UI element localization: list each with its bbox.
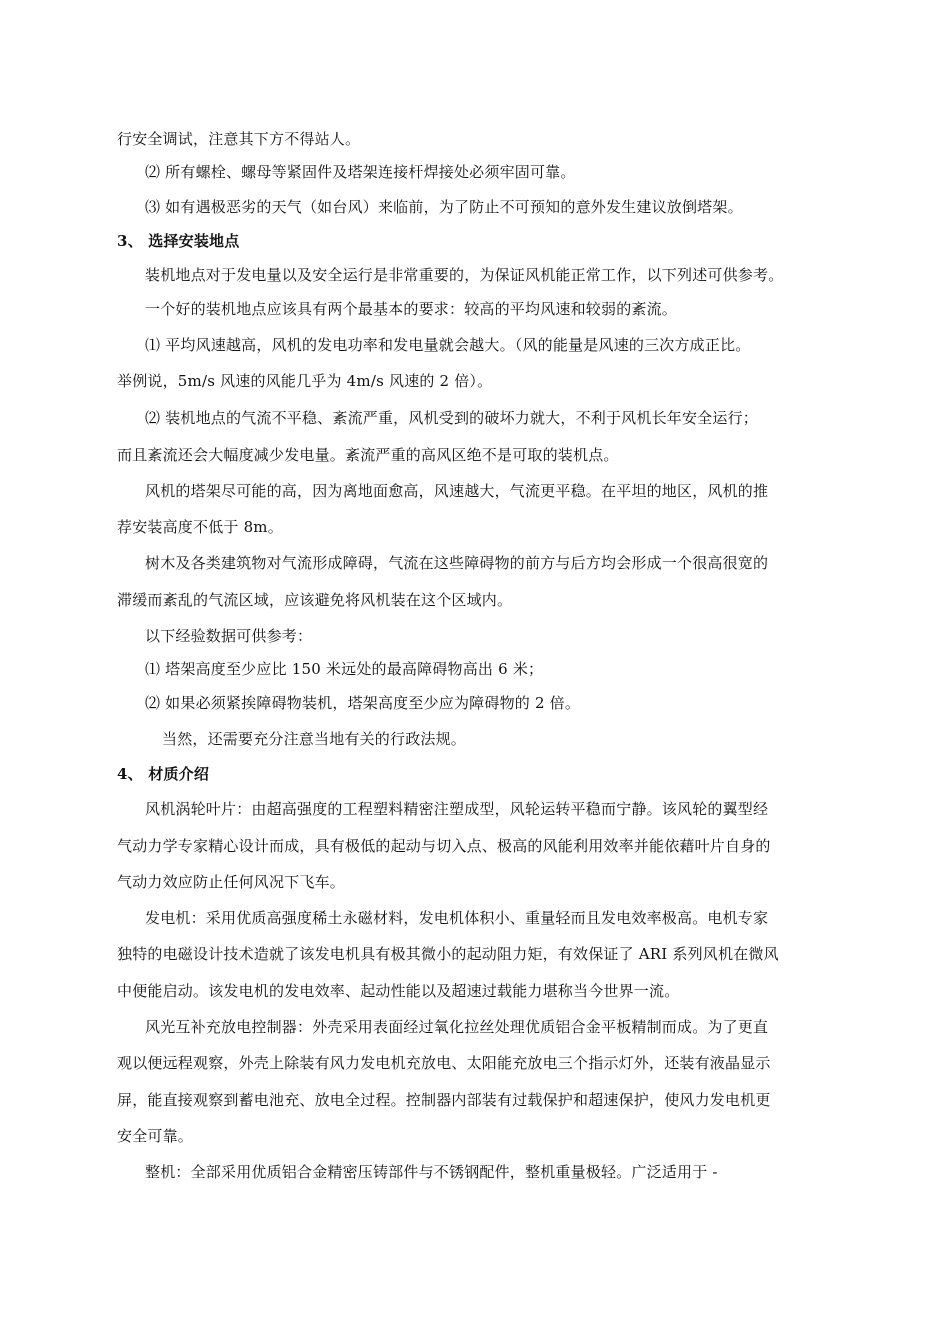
list-item-1: ⑴ 平均风速越高，风机的发电功率和发电量就会越大。（风的能量是风速的三次方成正比。 [145, 336, 751, 354]
paragraph-line: 安全可靠。 [117, 1127, 194, 1145]
paragraph-line: 树木及各类建筑物对气流形成障碍，气流在这些障碍物的前方与后方均会形成一个很高很宽的 [145, 554, 769, 572]
section-heading-3: 3、 选择安装地点 [117, 232, 240, 250]
list-item-3: ⑶ 如有遇极恶劣的天气（如台风）来临前，为了防止不可预知的意外发生建议放倒塔架。 [145, 198, 743, 216]
list-item-2: ⑵ 所有螺栓、螺母等紧固件及塔架连接杆焊接处必须牢固可靠。 [145, 163, 576, 181]
list-item-1: ⑴ 塔架高度至少应比 150 米远处的最高障碍物高出 6 米； [145, 660, 544, 678]
paragraph-line: 风光互补充放电控制器：外壳采用表面经过氧化拉丝处理优质铝合金平板精制而成。为了更直 [145, 1018, 769, 1036]
list-item-2: ⑵ 装机地点的气流不平稳、紊流严重，风机受到的破坏力就大，不利于风机长年安全运行； [145, 409, 758, 427]
paragraph-line: 以下经验数据可供参考： [145, 627, 313, 645]
paragraph-line: 整机：全部采用优质铝合金精密压铸部件与不锈钢配件，整机重量极轻。广泛适用于 - [145, 1163, 718, 1181]
paragraph-line: 一个好的装机地点应该具有两个最基本的要求：较高的平均风速和较弱的紊流。 [145, 300, 678, 318]
paragraph-line: 风机的塔架尽可能的高，因为离地面愈高，风速越大，气流更平稳。在平坦的地区，风机的推 [145, 482, 769, 500]
paragraph-line: 发电机：采用优质高强度稀土永磁材料，发电机体积小、重量轻而且发电效率极高。电机专家 [145, 909, 769, 927]
list-item-2: ⑵ 如果必须紧挨障碍物装机，塔架高度至少应为障碍物的 2 倍。 [145, 694, 581, 712]
paragraph-line: 当然，还需要充分注意当地有关的行政法规。 [162, 730, 467, 748]
paragraph-line: 荐安装高度不低于 8m。 [117, 518, 283, 536]
paragraph-line: 行安全调试，注意其下方不得站人。 [117, 130, 361, 148]
paragraph-line: 滞缓而紊乱的气流区域，应该避免将风机装在这个区域内。 [117, 591, 513, 609]
paragraph-line: 独特的电磁设计技术造就了该发电机具有极其微小的起动阻力矩，有效保证了 ARI 系列风机在微风 [117, 945, 779, 963]
paragraph-line: 气动力学专家精心设计而成，具有极低的起动与切入点、极高的风能利用效率并能依藉叶片自身的 [117, 837, 771, 855]
paragraph-line: 而且紊流还会大幅度减少发电量。紊流严重的高风区绝不是可取的装机点。 [117, 446, 619, 464]
paragraph-line: 中便能启动。该发电机的发电效率、起动性能以及超速过载能力堪称当今世界一流。 [117, 982, 680, 1000]
paragraph-line: 装机地点对于发电量以及安全运行是非常重要的，为保证风机能正常工作，以下列述可供参考。 [145, 266, 784, 284]
paragraph-line: 风机涡轮叶片：由超高强度的工程塑料精密注塑成型，风轮运转平稳而宁静。该风轮的翼型经 [145, 800, 769, 818]
paragraph-line: 气动力效应防止任何风况下飞车。 [117, 873, 346, 891]
paragraph-line: 观以便远程观察，外壳上除装有风力发电机充放电、太阳能充放电三个指示灯外，还装有液晶显示 [117, 1054, 771, 1072]
paragraph-line: 屏，能直接观察到蓄电池充、放电全过程。控制器内部装有过载保护和超速保护，使风力发电机更 [117, 1091, 771, 1109]
section-heading-4: 4、 材质介绍 [117, 765, 210, 783]
paragraph-line: 举例说，5m/s 风速的风能几乎为 4m/s 风速的 2 倍）。 [117, 372, 493, 390]
